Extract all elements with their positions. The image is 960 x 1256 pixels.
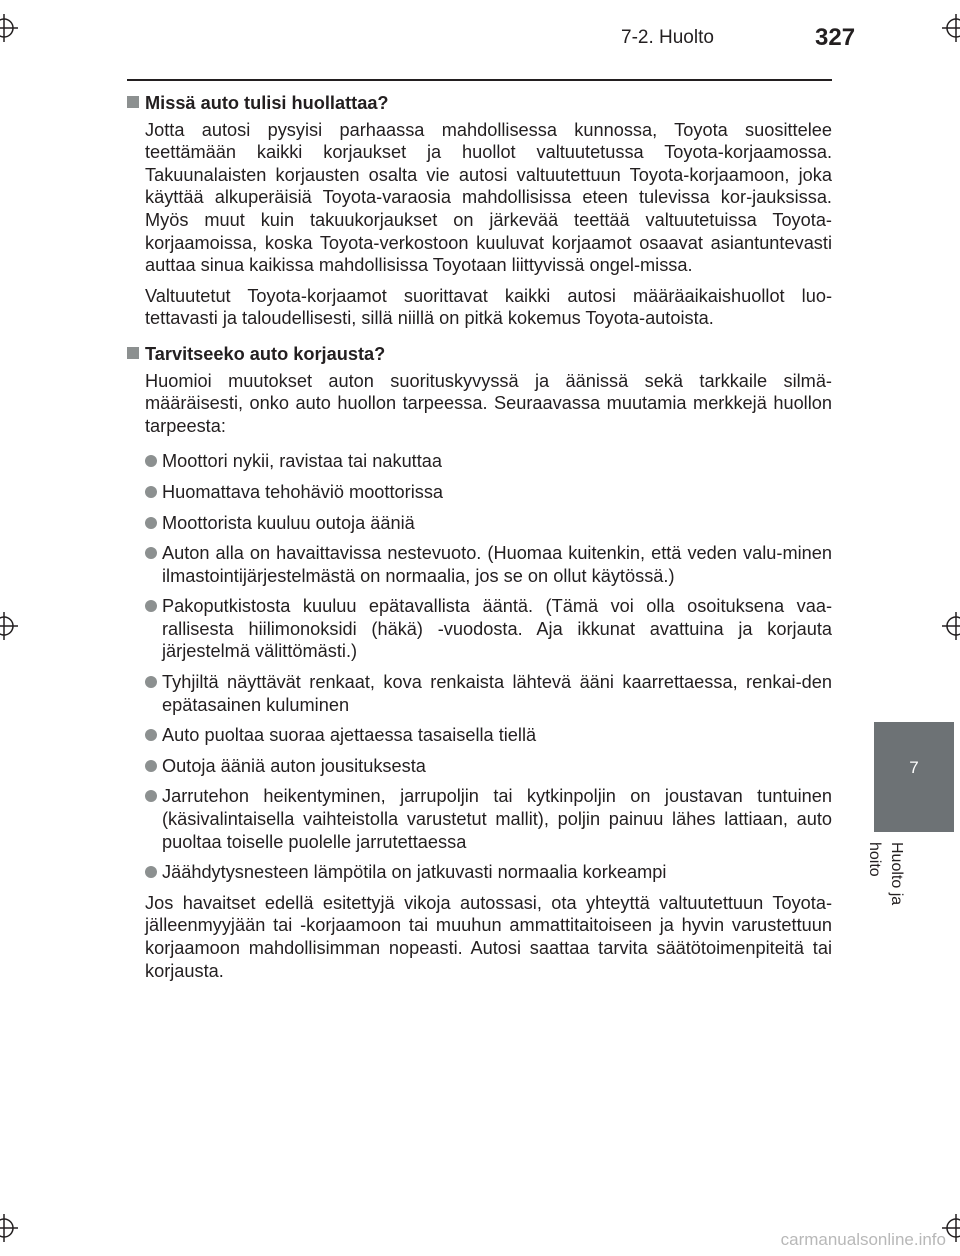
registration-mark-icon <box>0 612 18 640</box>
section-title: 7-2. Huolto <box>621 27 714 48</box>
list-item: Jäähdytysnesteen lämpötila on jatkuvasti normaalia korkeampi <box>145 861 832 884</box>
watermark: carmanualsonline.info <box>780 1230 946 1249</box>
section-heading: Tarvitseeko auto korjausta? <box>127 343 832 366</box>
chapter-tab <box>874 722 954 832</box>
section-heading: Missä auto tulisi huollattaa? <box>127 92 832 115</box>
circle-bullet-icon <box>145 790 157 802</box>
list-item: Huomattava tehohäviö moottorissa <box>145 481 832 504</box>
list-item: Moottorista kuuluu outoja ääniä <box>145 512 832 535</box>
list-item: Pakoputkistosta kuuluu epätavallista ääntä. (Tämä voi olla osoituksena vaa-rallisesta hiilimonoksidi (häkä) -vuodosta. Aja ikkunat avattuina ja korjauta järjestelmä välittömästi.) <box>145 595 832 663</box>
registration-mark-icon <box>0 14 18 42</box>
circle-bullet-icon <box>145 600 157 612</box>
list-item: Auton alla on havaittavissa nestevuoto. (Huomaa kuitenkin, että veden valu-minen ilmastointijärjestelmästä on normaalia, jos se on ollut käytössä.) <box>145 542 832 587</box>
circle-bullet-icon <box>145 517 157 529</box>
paragraph: Jos havaitset edellä esitettyjä vikoja autossasi, ota yhteyttä valtuutettuun Toyota-jälleenmyyjään tai -korjaamoon tai muuhun ammattitaitoiseen ja hyvin varustettuun korjaamoon mahdollisimman nopeasti. Autosi saattaa tarvita säätötoimenpiteitä tai korjausta. <box>145 892 832 981</box>
circle-bullet-icon <box>145 547 157 559</box>
header-divider <box>127 79 832 81</box>
page-content <box>127 92 832 990</box>
circle-bullet-icon <box>145 455 157 467</box>
list-item: Jarrutehon heikentyminen, jarrupoljin tai kytkinpoljin on joustavan tuntuinen (käsivalintaisella vaihteistolla varustetut mallit), poljin painuu lähes lattiaan, auto puoltaa toiselle puolelle jarrutettaessa <box>145 785 832 853</box>
list-item: Outoja ääniä auton jousituksesta <box>145 755 832 778</box>
square-bullet-icon <box>127 347 139 359</box>
list-item: Tyhjiltä näyttävät renkaat, kova renkaista lähtevä ääni kaarrettaessa, renkai-den epätasainen kuluminen <box>145 671 832 716</box>
registration-mark-icon <box>942 612 960 640</box>
registration-mark-icon <box>0 1214 18 1242</box>
square-bullet-icon <box>127 96 139 108</box>
registration-mark-icon <box>942 14 960 42</box>
circle-bullet-icon <box>145 486 157 498</box>
paragraph: Huomioi muutokset auton suorituskyvyssä ja äänissä sekä tarkkaile silmä-määräisesti, onko auto huollon tarpeessa. Seuraavassa muutamia merkkejä huollon tarpeesta: <box>145 370 832 436</box>
chapter-number: 7 <box>909 758 919 777</box>
circle-bullet-icon <box>145 866 157 878</box>
paragraph: Valtuutetut Toyota-korjaamot suorittavat kaikki autosi määräaikaishuollot luo-tettavasti ja taloudellisesti, sillä niillä on pitkä kokemus Toyota-autoista. <box>145 285 832 329</box>
circle-bullet-icon <box>145 676 157 688</box>
page-number: 327 <box>815 24 856 51</box>
list-item: Auto puoltaa suoraa ajettaessa tasaisella tiellä <box>145 724 832 747</box>
circle-bullet-icon <box>145 760 157 772</box>
list-item: Moottori nykii, ravistaa tai nakuttaa <box>145 450 832 473</box>
chapter-title: Huolto ja hoito <box>866 842 905 906</box>
paragraph: Jotta autosi pysyisi parhaassa mahdollisessa kunnossa, Toyota suosittelee teettämään kaikki korjaukset ja huollot valtuutetussa Toyota-korjaamossa. Takuunalaisten korjausten osalta vie autosi valtuutettuun Toyota-korjaamoon, joka käyttää alkuperäisiä Toyota-varaosia mahdollisissa eteen tulevissa kor-jauksissa. Myös muut kuin takuukorjaukset on järkevää teettää valtuutetuissa Toyota-korjaamoissa, koska Toyota-verkostoon kuuluvat korjaamot osaavat asiantuntevasti auttaa sinua kaikissa mahdollisissa Toyotaan liittyvissä ongel-missa. <box>145 119 832 276</box>
circle-bullet-icon <box>145 729 157 741</box>
